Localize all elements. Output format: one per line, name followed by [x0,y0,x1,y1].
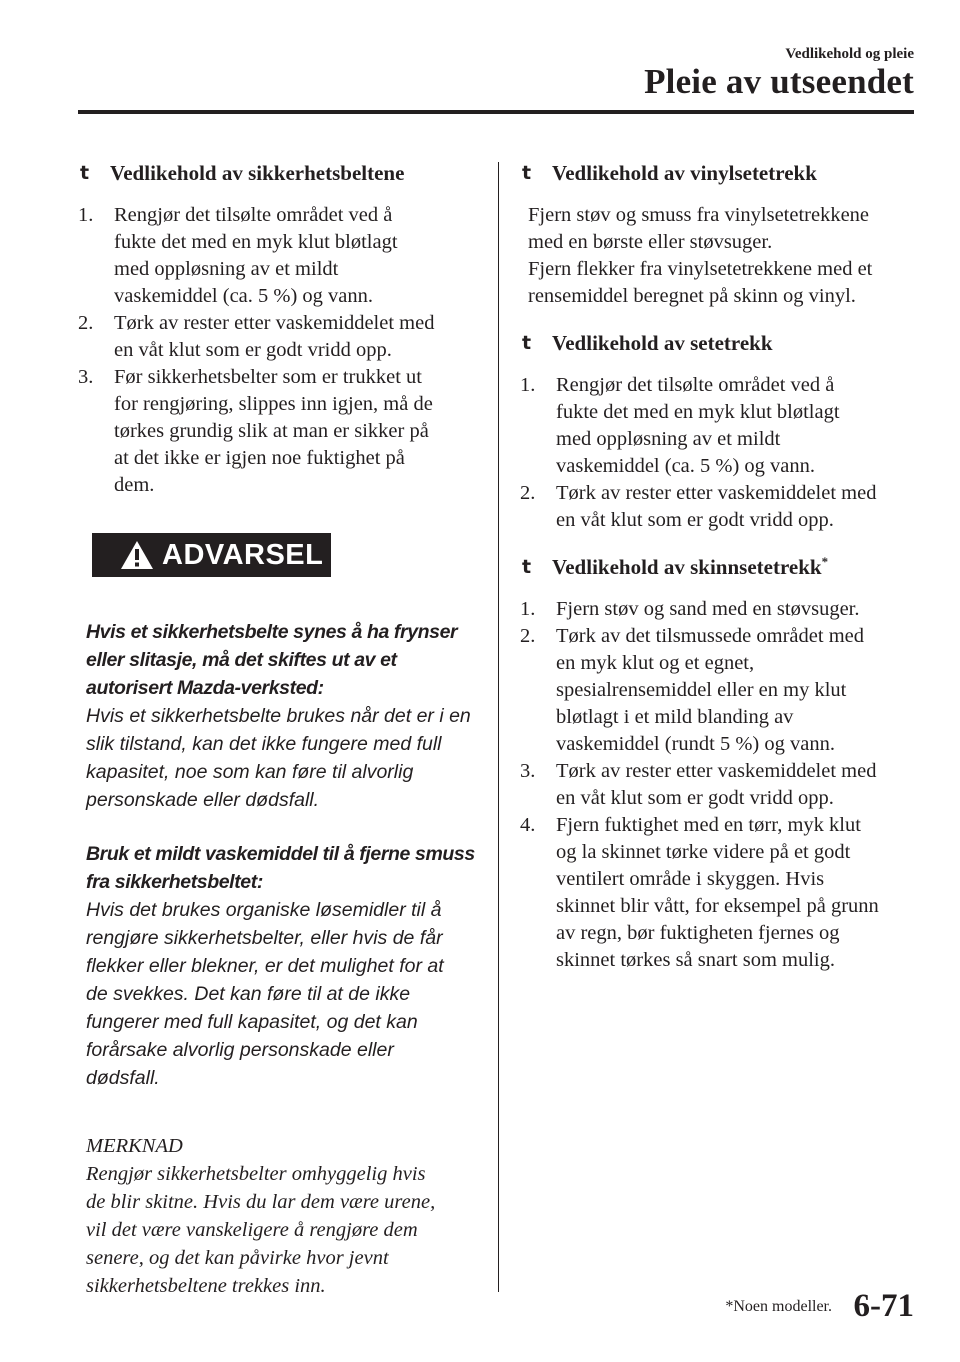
paragraph-line: med en børste eller støvsuger. [528,231,773,253]
step-line: Rengjør det tilsølte området ved å [556,374,835,396]
note-line: sikkerhetsbeltene trekkes inn. [86,1275,326,1297]
section-title: Vedlikehold av setetrekk [552,331,773,355]
step-line: Tørk av rester etter vaskemiddelet med [556,482,877,504]
footnote-marker: * [821,554,829,569]
warning-line: slik tilstand, kan det ikke fungere med full [86,733,442,755]
step-number: 2. [520,625,536,647]
paragraph-line: rensemiddel beregnet på skinn og vinyl. [528,285,856,307]
step-line: Tørk av rester etter vaskemiddelet med [114,312,435,334]
section-bullet-icon: t [522,332,532,354]
warning-line: personskade eller dødsfall. [86,789,320,811]
step-line: at det ikke er igjen noe fuktighet på [114,447,405,469]
section-bullet-icon: t [80,162,90,184]
step-line: tørkes grundig slik at man er sikker på [114,420,429,442]
step-number: 1. [520,374,536,396]
step-number: 1. [78,204,94,226]
step-line: med oppløsning av et mildt [556,428,781,450]
list-item [520,372,920,480]
section-title: Vedlikehold av skinnsetetrekk [552,555,822,579]
note-line: de blir skitne. Hvis du lar dem være urene, [86,1191,436,1213]
step-line: en våt klut som er godt vridd opp. [556,509,834,531]
warning-line: kapasitet, noe som kan føre til alvorlig [86,761,414,783]
step-line: Tørk av det tilsmussede området med [556,625,864,647]
paragraph-line: Fjern flekker fra vinylsetetrekkene med et [528,258,873,280]
page-number: 6-71 [853,1288,914,1324]
step-number: 1. [520,598,536,620]
paragraph-line: Fjern støv og smuss fra vinylsetetrekkene [528,204,870,226]
step-line: dem. [114,474,155,496]
right-column [520,160,920,988]
warning-triangle-icon [120,540,154,570]
step-number: 2. [78,312,94,334]
step-line: en våt klut som er godt vridd opp. [556,787,834,809]
steps-list-leather [520,596,920,974]
step-line: bløtlagt i et mild blanding av [556,706,794,728]
section-heading-seat-covers [520,330,920,357]
warning-heading-line: Bruk et mildt vaskemiddel til å fjerne smuss [86,843,475,865]
warning-block [86,840,478,1092]
steps-list-seatbelts [78,202,478,499]
step-line: en våt klut som er godt vridd opp. [114,339,392,361]
step-number: 3. [78,366,94,388]
step-line: Tørk av rester etter vaskemiddelet med [556,760,877,782]
warning-line: de svekkes. Det kan føre til at de ikke [86,983,411,1005]
warning-label: ADVARSEL [162,538,324,571]
list-item [520,596,920,623]
step-line: skinnet tørkes så snart som mulig. [556,949,836,971]
step-line: en myk klut og et egnet, [556,652,755,674]
warning-line: Hvis det brukes organiske løsemidler til å [86,899,442,921]
note-line: Rengjør sikkerhetsbelter omhyggelig hvis [86,1163,426,1185]
list-item [78,202,478,310]
note-block [86,1132,478,1300]
step-line: fukte det med en myk klut bløtlagt [114,231,398,253]
section-heading-leather [520,554,920,581]
step-line: og la skinnet tørke videre på et godt [556,841,851,863]
step-line: vaskemiddel (rundt 5 %) og vann. [556,733,835,755]
step-line: fukte det med en myk klut bløtlagt [556,401,840,423]
step-line: spesialrensemiddel eller en my klut [556,679,847,701]
list-item [520,623,920,758]
step-line: med oppløsning av et mildt [114,258,339,280]
warning-line: rengjøre sikkerhetsbelter, eller hvis de får [86,927,443,949]
chapter-title: Vedlikehold og pleie [785,46,914,62]
step-line: Fjern støv og sand med en støvsuger. [556,598,860,620]
warning-line: forårsake alvorlig personskade eller [86,1039,394,1061]
step-line: for rengjøring, slippes inn igjen, må de [114,393,433,415]
warning-banner [92,533,331,577]
warning-line: fungerer med full kapasitet, og det kan [86,1011,418,1033]
step-line: av regn, bør fuktigheten fjernes og [556,922,840,944]
step-line: Rengjør det tilsølte området ved å [114,204,393,226]
section-heading-seatbelts [78,160,478,187]
footnote: *Noen modeller. [725,1298,832,1315]
note-title: MERKNAD [86,1135,183,1157]
section-bullet-icon: t [522,556,532,578]
warning-line: Hvis et sikkerhetsbelte brukes når det er i en [86,705,471,727]
paragraph-vinyl [528,202,920,310]
warning-line: flekker eller blekner, er det mulighet for at [86,955,444,977]
step-line: vaskemiddel (ca. 5 %) og vann. [114,285,374,307]
step-number: 2. [520,482,536,504]
section-title: Vedlikehold av vinylsetetrekk [552,161,817,185]
page-title: Pleie av utseendet [644,62,914,101]
list-item [78,310,478,364]
list-item [520,480,920,534]
list-item [520,812,920,974]
warning-block [86,618,478,814]
warning-heading-line: eller slitasje, må det skiftes ut av et [86,649,397,671]
warning-heading-line: autorisert Mazda-verksted: [86,677,324,699]
step-line: ventilert område i skyggen. Hvis [556,868,825,890]
warning-heading-line: Hvis et sikkerhetsbelte synes å ha frynser [86,621,458,643]
step-number: 4. [520,814,536,836]
warning-heading-line: fra sikkerhetsbeltet: [86,871,263,893]
section-title: Vedlikehold av sikkerhetsbeltene [110,161,405,185]
section-heading-vinyl [520,160,920,187]
left-column [78,160,478,1300]
header-rule [78,110,914,114]
column-divider [498,162,499,1292]
step-line: Fjern fuktighet med en tørr, myk klut [556,814,861,836]
step-line: vaskemiddel (ca. 5 %) og vann. [556,455,816,477]
step-number: 3. [520,760,536,782]
step-line: Før sikkerhetsbelter som er trukket ut [114,366,423,388]
steps-list-seat-covers [520,372,920,534]
note-line: senere, og det kan påvirke hvor jevnt [86,1247,389,1269]
list-item [520,758,920,812]
section-bullet-icon: t [522,162,532,184]
list-item [78,364,478,499]
step-line: skinnet blir vått, for eksempel på grunn [556,895,879,917]
warning-line: dødsfall. [86,1067,160,1089]
note-line: vil det være vanskeligere å rengjøre dem [86,1219,418,1241]
